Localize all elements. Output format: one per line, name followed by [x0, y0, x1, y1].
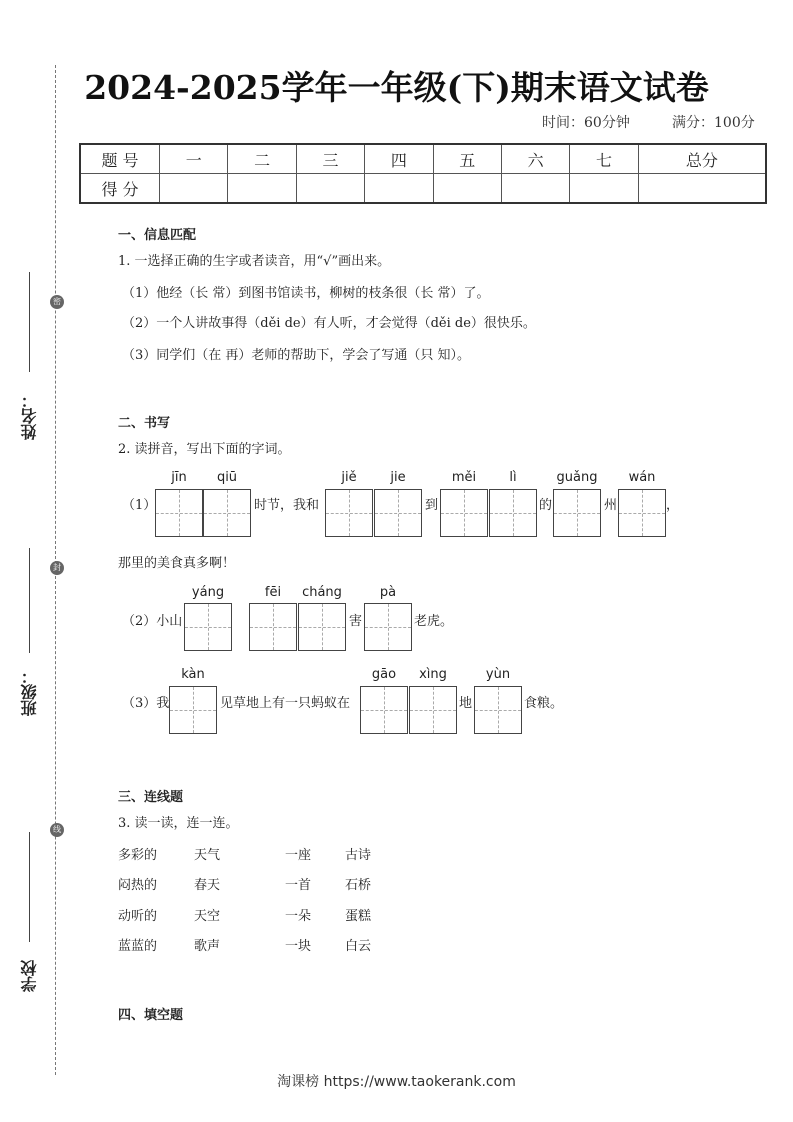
pinyin-label: jie — [390, 470, 406, 485]
sentence-fragment: 的 — [539, 498, 553, 513]
question-prompt: 2. 读拼音，写出下面的字词。 — [118, 442, 291, 457]
match-item[interactable]: 歌声 — [194, 939, 221, 954]
writing-grid-cell[interactable] — [489, 489, 537, 537]
question-item: （3）同学们（在 再）老师的帮助下，学会了写通（只 知）。 — [122, 348, 471, 363]
sentence-fragment: 老虎。 — [414, 614, 454, 629]
pinyin-label: qiū — [216, 470, 238, 485]
match-item[interactable]: 天空 — [194, 909, 221, 924]
pinyin-label: pà — [379, 585, 397, 600]
seal-mark: 线 — [50, 823, 64, 837]
name-underline — [29, 272, 30, 372]
class-label: 班级： — [20, 668, 39, 716]
match-item[interactable]: 白云 — [345, 939, 372, 954]
writing-grid-cell[interactable] — [203, 489, 251, 537]
pinyin-label: guǎng — [556, 470, 598, 485]
score-input-cell[interactable] — [228, 174, 296, 204]
pinyin-label: měi — [451, 470, 477, 485]
sentence-fragment: （2）小山 — [122, 614, 183, 629]
sentence-fragment: 地 — [459, 696, 473, 711]
seal-mark: 密 — [50, 295, 64, 309]
match-item[interactable]: 一块 — [285, 939, 312, 954]
pinyin-label: wán — [628, 470, 656, 485]
score-input-cell[interactable] — [570, 174, 638, 204]
sentence-fragment: ， — [666, 498, 680, 513]
score-input-cell[interactable] — [638, 174, 766, 204]
score-table — [79, 143, 767, 204]
section-heading: 四、填空题 — [118, 1008, 184, 1023]
match-item[interactable]: 一首 — [285, 878, 312, 893]
writing-grid-cell[interactable] — [374, 489, 422, 537]
exam-time: 时间：60分钟 — [542, 115, 630, 131]
match-item[interactable]: 动听的 — [118, 909, 158, 924]
class-underline — [29, 548, 30, 653]
writing-grid-cell[interactable] — [440, 489, 488, 537]
writing-grid-cell[interactable] — [325, 489, 373, 537]
section-heading: 三、连线题 — [118, 790, 184, 805]
match-item[interactable]: 天气 — [194, 848, 221, 863]
writing-grid-cell[interactable] — [553, 489, 601, 537]
score-header-cell: 四 — [365, 144, 433, 174]
pinyin-label: yùn — [485, 667, 511, 682]
score-header-cell: 六 — [501, 144, 569, 174]
school-label: 学校 — [20, 960, 39, 992]
score-header-cell: 一 — [160, 144, 228, 174]
score-header-cell: 七 — [570, 144, 638, 174]
writing-grid-cell[interactable] — [155, 489, 203, 537]
match-item[interactable]: 一朵 — [285, 909, 312, 924]
score-input-cell[interactable] — [296, 174, 364, 204]
score-table-header-row — [80, 144, 766, 174]
pinyin-label: xìng — [419, 667, 447, 682]
writing-grid-cell[interactable] — [474, 686, 522, 734]
footer-watermark: 淘课榜 https://www.taokerank.com — [277, 1074, 516, 1090]
seal-mark: 封 — [50, 561, 64, 575]
school-underline — [29, 832, 30, 942]
section-heading: 一、信息匹配 — [118, 228, 197, 243]
score-input-cell[interactable] — [501, 174, 569, 204]
match-item[interactable]: 一座 — [285, 848, 312, 863]
pinyin-label: cháng — [302, 585, 342, 600]
match-item[interactable]: 石桥 — [345, 878, 372, 893]
writing-grid-cell[interactable] — [298, 603, 346, 651]
question-prompt: 1. 一选择正确的生字或者读音，用“√”画出来。 — [118, 254, 391, 269]
pinyin-label: kàn — [181, 667, 205, 682]
question-prompt: 3. 读一读，连一连。 — [118, 816, 239, 831]
score-row-label: 得 分 — [80, 174, 160, 204]
sentence-fragment: 食粮。 — [524, 696, 564, 711]
match-item[interactable]: 蛋糕 — [345, 909, 372, 924]
score-header-cell: 五 — [433, 144, 501, 174]
sentence-fragment: 时节，我和 — [254, 498, 320, 513]
pinyin-label: yáng — [191, 585, 225, 600]
sentence-fragment: 到 — [425, 498, 439, 513]
score-header-cell: 二 — [228, 144, 296, 174]
score-input-cell[interactable] — [365, 174, 433, 204]
sentence-fragment: 州 — [604, 498, 618, 513]
match-item[interactable]: 春天 — [194, 878, 221, 893]
score-table-score-row — [80, 174, 766, 204]
match-item[interactable]: 多彩的 — [118, 848, 158, 863]
writing-grid-cell[interactable] — [184, 603, 232, 651]
question-item: （2）一个人讲故事得（děi de）有人听，才会觉得（děi de）很快乐。 — [122, 316, 536, 331]
score-input-cell[interactable] — [160, 174, 228, 204]
sentence-fragment: （1） — [122, 498, 157, 513]
page-title: 2024-2025学年一年级(下)期末语文试卷 — [84, 68, 709, 107]
sentence-fragment: 见草地上有一只蚂蚁在 — [220, 696, 351, 711]
score-header-cell: 题 号 — [80, 144, 160, 174]
writing-grid-cell[interactable] — [169, 686, 217, 734]
pinyin-label: fēi — [264, 585, 282, 600]
section-heading: 二、书写 — [118, 416, 171, 431]
exam-full-score: 满分：100分 — [672, 115, 755, 131]
name-label: 姓名： — [20, 392, 39, 440]
pinyin-label: lì — [509, 470, 517, 485]
match-item[interactable]: 蓝蓝的 — [118, 939, 158, 954]
pinyin-label: jiě — [341, 470, 357, 485]
match-item[interactable]: 古诗 — [345, 848, 372, 863]
score-input-cell[interactable] — [433, 174, 501, 204]
sentence-fragment: 那里的美食真多啊！ — [118, 556, 236, 571]
sentence-fragment: 害 — [349, 614, 363, 629]
question-item: （1）他经（长 常）到图书馆读书，柳树的枝条很（长 常）了。 — [122, 286, 490, 301]
pinyin-label: gāo — [371, 667, 397, 682]
sentence-fragment: （3）我 — [122, 696, 170, 711]
match-item[interactable]: 闷热的 — [118, 878, 158, 893]
writing-grid-cell[interactable] — [249, 603, 297, 651]
writing-grid-cell[interactable] — [364, 603, 412, 651]
score-header-cell: 总分 — [638, 144, 766, 174]
writing-grid-cell[interactable] — [618, 489, 666, 537]
score-header-cell: 三 — [296, 144, 364, 174]
writing-grid-cell[interactable] — [409, 686, 457, 734]
writing-grid-cell[interactable] — [360, 686, 408, 734]
pinyin-label: jīn — [171, 470, 187, 485]
